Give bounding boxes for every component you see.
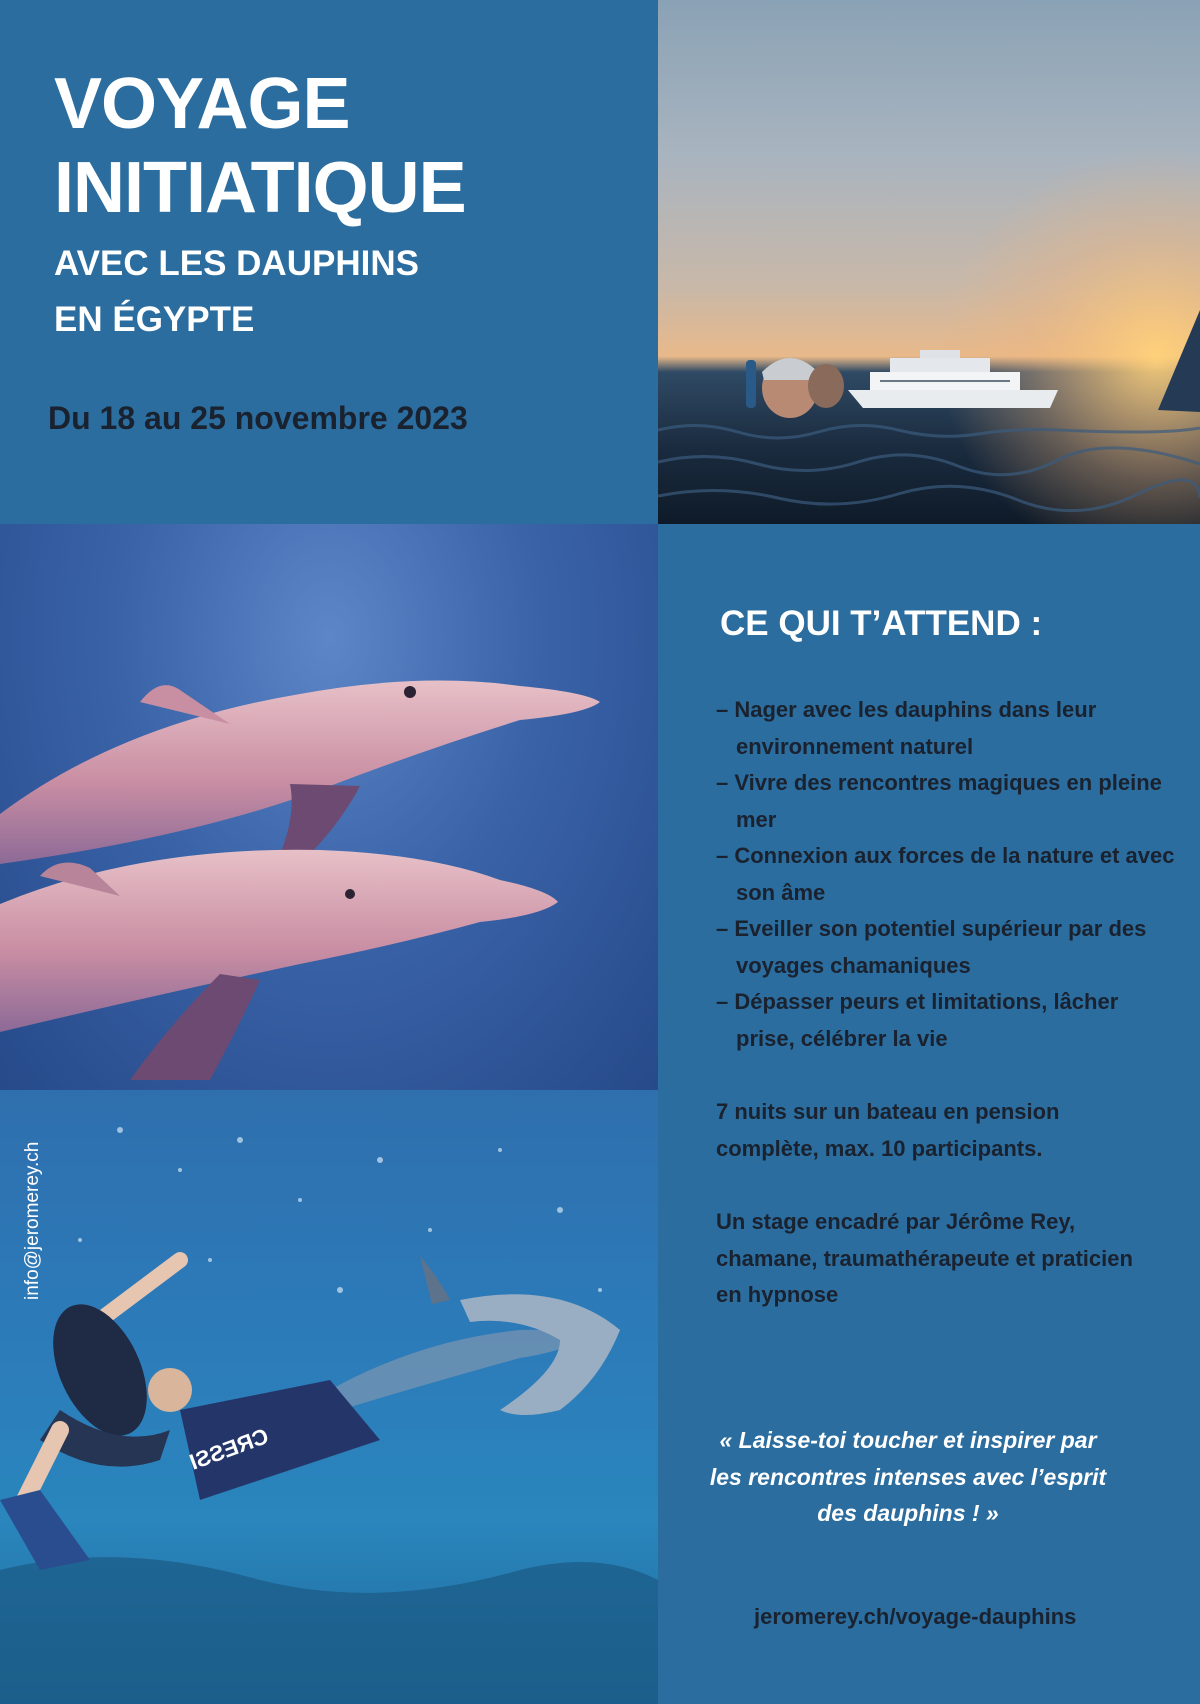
stay-details: 7 nuits sur un bateau en pension complète, max. 10 participants. — [716, 1099, 1060, 1161]
list-item: – Dépasser peurs et limitations, lâcher prise, célébrer la vie — [716, 989, 1119, 1051]
website-link[interactable]: jeromerey.ch/voyage-dauphins — [754, 1604, 1077, 1629]
snorkeler-figure — [0, 1260, 192, 1570]
sun-glow — [658, 0, 1200, 524]
event-dates: Du 18 au 25 novembre 2023 — [48, 400, 468, 436]
benefits-list — [716, 692, 1176, 1057]
snorkeler-photo — [0, 1090, 658, 1704]
lower-dolphin — [0, 850, 558, 1080]
background-dolphins — [330, 1256, 620, 1415]
list-item: – Eveiller son potentiel supérieur par des voyages chamaniques — [716, 916, 1147, 978]
info-panel — [658, 524, 1200, 1704]
subtitle — [54, 236, 419, 348]
guide-details: Un stage encadré par Jérôme Rey, chamane, traumathérapeute et praticien en hypnose — [716, 1209, 1133, 1307]
title-panel — [0, 0, 658, 524]
title-line-1: VOYAGE — [54, 64, 350, 144]
info-heading: CE QUI T’ATTEND : — [720, 604, 1043, 643]
snorkeler-illustration — [0, 1090, 658, 1704]
main-title — [54, 62, 466, 230]
sunset-boat-photo — [658, 0, 1200, 524]
subtitle-line-1: AVEC LES DAUPHINS — [54, 244, 419, 283]
dolphins-illustration — [0, 524, 658, 1090]
list-item: – Vivre des rencontres magiques en pleine mer — [716, 770, 1162, 832]
side-email: info@jeromerey.ch — [22, 1141, 43, 1300]
seabed — [0, 1557, 658, 1704]
list-item: – Connexion aux forces de la nature et avec son âme — [716, 843, 1175, 905]
list-item: – Nager avec les dauphins dans leur environnement naturel — [716, 697, 1097, 759]
dolphins-photo — [0, 524, 658, 1090]
sunset-boat-illustration — [658, 0, 1200, 524]
title-line-2: INITIATIQUE — [54, 148, 466, 228]
subtitle-line-2: EN ÉGYPTE — [54, 300, 255, 339]
quote-text: « Laisse-toi toucher et inspirer par les rencontres intenses avec l’esprit des dauphins ! » — [709, 1427, 1107, 1526]
fin-brand-text: CRESSI — [186, 1423, 272, 1475]
